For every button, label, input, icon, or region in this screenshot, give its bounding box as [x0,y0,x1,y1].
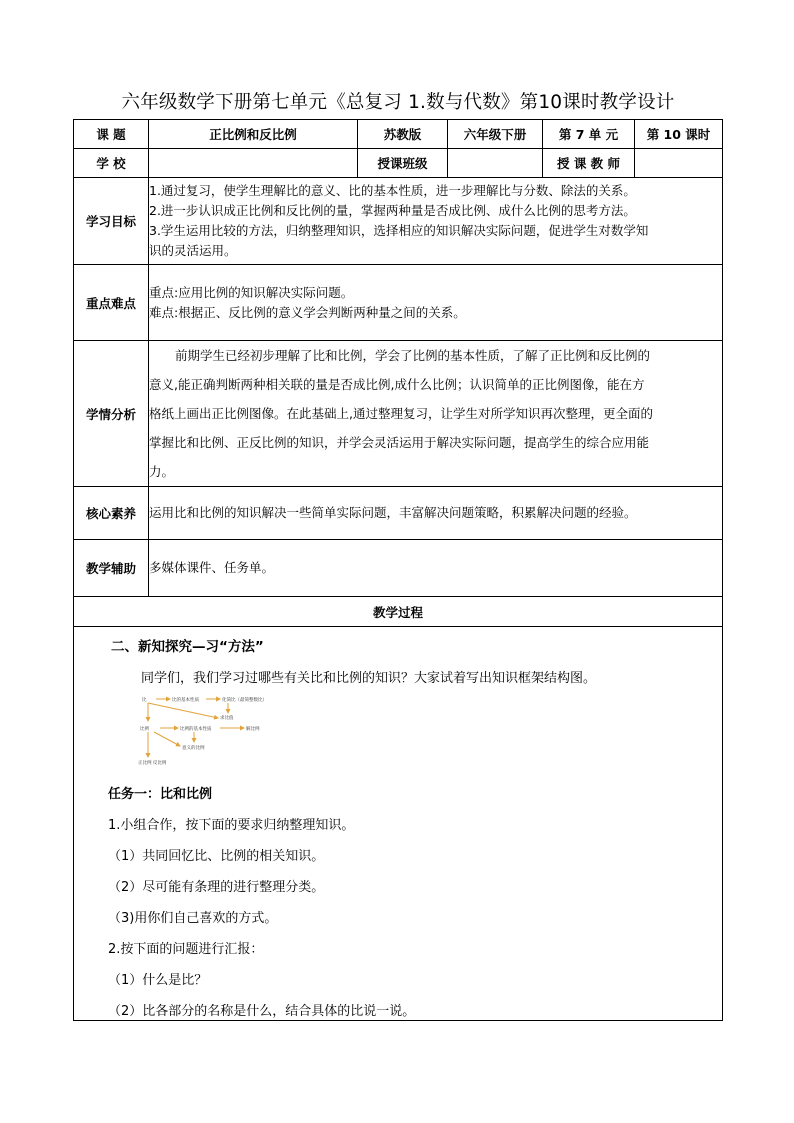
analysis-line: 掌握比和比例、正反比例的知识，并学会灵活运用于解决实际问题，提高学生的综合应用能 [149,435,650,450]
process-heading: 教学过程 [74,597,723,627]
goal-line: 2.进一步认识成正比例和反比例的量，掌握两种量是否成比例、成什么比例的思考方法。 [149,203,636,218]
key-line: 难点:根据正、反比例的意义学会判断两种量之间的关系。 [149,304,466,320]
process-item: （3)用你们自己喜欢的方式。 [108,911,278,926]
document-title: 六年级数学下册第七单元《总复习 1.数与代数》第10课时教学设计 [121,92,675,113]
class-value[interactable] [448,149,543,178]
process-item: 2.按下面的问题进行汇报： [108,942,264,957]
class-label: 授课班级 [358,149,448,178]
node-bili: 比例 [140,727,149,732]
node-bili-prop: 比例的基本性质 [180,727,212,732]
aids-row [74,540,723,597]
intro-text: 同学们，我们学习过哪些有关比和比例的知识？大家试着写出知识框架结构图。 [141,671,597,686]
header-row-topic [74,120,723,149]
topic-value: 正比例和反比例 [149,120,358,149]
node-meaning: 意义的比例 [182,746,205,751]
analysis-line: 力。 [149,464,175,479]
arrow-bili-to-meaning [154,732,180,746]
goals-content [149,178,723,265]
header-row-school [74,149,723,178]
goal-line: 1.通过复习，使学生理解比的意义、比的基本性质，进一步理解比与分数、除法的关系。 [149,183,636,198]
teacher-value[interactable] [635,149,723,178]
grade: 六年级下册 [448,120,543,149]
task1-title: 任务一：比和比例 [108,787,213,802]
section-title: 二、新知探究—习“方法” [111,639,264,655]
key-line: 重点:应用比例的知识解决实际问题。 [149,284,354,300]
arrow-bi-to-ratio-value [148,703,218,718]
aids-content: 多媒体课件、任务单。 [149,540,723,597]
core-content: 运用比和比例的知识解决一些简单实际问题，丰富解决问题策略，积累解决问题的经验。 [149,487,723,540]
process-content [74,627,723,1021]
core-row [74,487,723,540]
aids-label: 教学辅助 [74,540,149,597]
lesson-plan-table [73,119,723,1021]
analysis-line: 意义,能正确判断两种相关联的量是否成比例,成什么比例；认识简单的正比例图像，能在方 [149,377,645,392]
process-heading-row [74,597,723,627]
node-zhengfan: 正比例 反比例 [138,761,167,766]
process-item: （2）尽可能有条理的进行整理分类。 [108,880,325,895]
analysis-label: 学情分析 [74,341,149,487]
key-label: 重点难点 [74,265,149,341]
analysis-row [74,341,723,487]
analysis-line: 前期学生已经初步理解了比和比例，学会了比例的基本性质，了解了正比例和反比例的 [175,348,651,363]
goal-line: 识的灵活运用。 [149,243,237,258]
node-solve: 解比例 [246,727,260,732]
school-label: 学 校 [74,149,149,178]
goals-label: 学习目标 [74,178,149,265]
node-bi: 比 [142,698,147,703]
process-item: （1）共同回忆比、比例的相关知识。 [108,849,325,864]
node-simplify: 化简比（最简整数比） [222,698,267,703]
process-item: （2）比各部分的名称是什么，结合具体的比说一说。 [108,1004,416,1019]
key-content [149,265,723,341]
publisher: 苏教版 [358,120,448,149]
school-value[interactable] [149,149,358,178]
teacher-label: 授 课 教 师 [543,149,635,178]
process-item: 1.小组合作，按下面的要求归纳整理知识。 [108,818,355,833]
lesson-number: 第 10 课时 [635,120,723,149]
unit: 第 7 单 元 [543,120,635,149]
goal-line: 3.学生运用比较的方法，归纳整理知识，选择相应的知识解决实际问题，促进学生对数学知 [149,223,649,238]
analysis-content [149,341,723,487]
topic-label: 课 题 [74,120,149,149]
knowledge-framework-diagram [134,691,284,771]
core-label: 核心素养 [74,487,149,540]
node-ratio-value: 求比值 [220,716,234,721]
goals-row [74,178,723,265]
process-item: （1）什么是比？ [108,973,208,988]
node-bi-prop: 比的基本性质 [172,698,199,703]
process-row [74,627,723,1021]
key-row [74,265,723,341]
analysis-line: 格纸上画出正比例图像。在此基础上,通过整理复习，让学生对所学知识再次整理，更全面的 [149,406,653,421]
